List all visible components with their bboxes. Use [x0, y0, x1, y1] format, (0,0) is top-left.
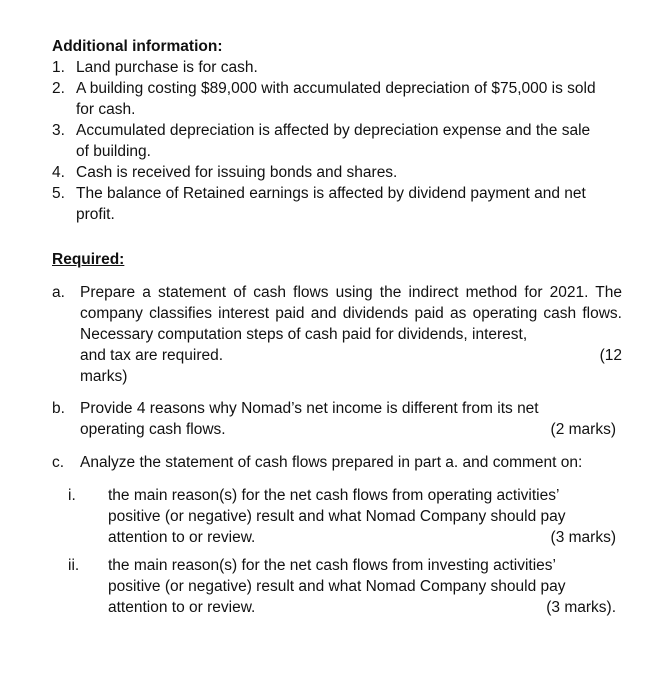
question-c: [52, 452, 622, 473]
question-text: Analyze the statement of cash flows prepared in part a. and comment on:: [80, 454, 583, 471]
item-text: Accumulated depreciation is affected by depreciation expense and the sale: [76, 122, 591, 139]
item-text: Land purchase is for cash.: [76, 59, 258, 76]
sub-question-text: the main reason(s) for the net cash flows from investing activities’: [108, 557, 556, 574]
sub-question-text: positive (or negative) result and what Nomad Company should pay: [108, 578, 566, 595]
sub-question-number: ii.: [68, 557, 80, 574]
sub-question-last-line: attention to or review.: [108, 529, 256, 546]
marks-label: (2 marks): [550, 421, 616, 438]
list-item: [52, 57, 627, 78]
question-letter: a.: [52, 284, 65, 301]
question-b: [52, 398, 622, 440]
item-number: 1.: [52, 59, 65, 76]
item-text: The balance of Retained earnings is affected by dividend payment and net: [76, 185, 586, 202]
question-letter: c.: [52, 454, 65, 471]
marks-label-end: marks): [80, 368, 128, 385]
marks-label: (3 marks).: [546, 599, 616, 616]
item-text: of building.: [76, 143, 151, 160]
list-item: [52, 78, 627, 120]
sub-question-number: i.: [68, 487, 76, 504]
question-text-last-line: operating cash flows.: [80, 421, 226, 438]
marks-label: (12: [599, 347, 622, 364]
list-item: [52, 183, 627, 225]
item-text: Cash is received for issuing bonds and shares.: [76, 164, 398, 181]
sub-question-text: the main reason(s) for the net cash flows from operating activities’: [108, 487, 560, 504]
question-a: [52, 282, 622, 387]
item-text: A building costing $89,000 with accumulated depreciation of $75,000 is sold: [76, 80, 596, 97]
question-text-last-line: and tax are required.: [80, 347, 224, 364]
additional-info-list: [52, 57, 627, 225]
question-c-ii: [68, 555, 616, 618]
list-item: [52, 120, 627, 162]
item-text: for cash.: [76, 101, 136, 118]
question-letter: b.: [52, 400, 65, 417]
item-text: profit.: [76, 206, 115, 223]
item-number: 5.: [52, 185, 65, 202]
item-number: 4.: [52, 164, 65, 181]
required-heading: Required:: [52, 251, 125, 268]
list-item: [52, 162, 627, 183]
additional-info-heading: Additional information:: [52, 38, 223, 55]
item-number: 2.: [52, 80, 65, 97]
marks-label: (3 marks): [550, 529, 616, 546]
question-text: Provide 4 reasons why Nomad’s net income is different from its net: [80, 400, 539, 417]
sub-question-last-line: attention to or review.: [108, 599, 256, 616]
question-text: Prepare a statement of cash flows using the indirect method for 2021. The company classifies interest paid and dividends paid as operating cash flows. Necessary computation steps of cash paid for dividends, interest,: [80, 284, 622, 343]
item-number: 3.: [52, 122, 65, 139]
sub-question-text: positive (or negative) result and what Nomad Company should pay: [108, 508, 566, 525]
question-c-i: [68, 485, 616, 548]
